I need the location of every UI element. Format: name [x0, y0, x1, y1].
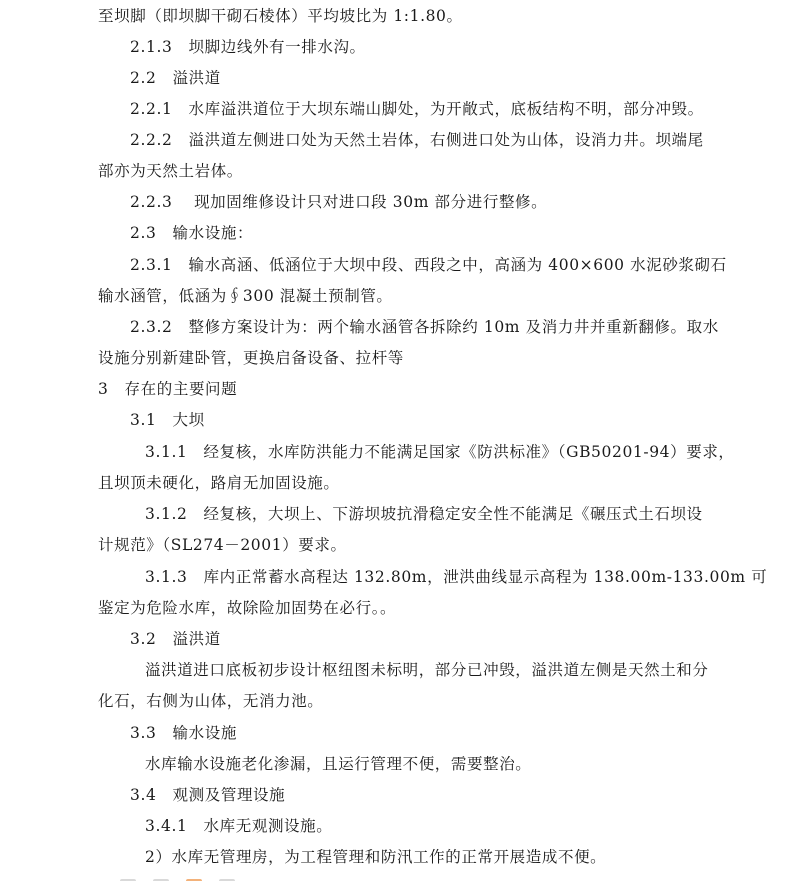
heading-3-4-monitoring: 3.4 观测及管理设施	[130, 786, 286, 804]
text-line-management-house: 2）水库无管理房，为工程管理和防汛工作的正常开展造成不便。	[145, 848, 607, 866]
text-line-2-3-2-cont: 设施分别新建卧管，更换启备设备、拉杆等	[98, 349, 404, 367]
text-line-3-2-body: 溢洪道进口底板初步设计枢纽图未标明，部分已冲毁，溢洪道左侧是天然土和分	[145, 661, 709, 679]
text-line-3-4-1: 3.4.1 水库无观测设施。	[145, 817, 333, 835]
cropped-next-line-fragment	[120, 868, 280, 881]
heading-3-3-outlet: 3.3 输水设施	[130, 724, 237, 742]
text-line-3-1-2-cont: 计规范》（SL274－2001）要求。	[98, 536, 347, 554]
text-line-2-2-1: 2.2.1 水库溢洪道位于大坝东端山脚处，为开敞式，底板结构不明，部分冲毁。	[130, 100, 704, 118]
text-line-2-3-1: 2.3.1 输水高涵、低涵位于大坝中段、西段之中，高涵为 400×600 水泥砂浆砌石	[130, 256, 727, 274]
text-line-2-3-1-cont: 输水涵管，低涵为∮300 混凝土预制管。	[98, 287, 393, 305]
heading-3-2-spillway: 3.2 溢洪道	[130, 630, 221, 648]
text-line-2-2-2: 2.2.2 溢洪道左侧进口处为天然土岩体，右侧进口处为山体，设消力井。坝端尾	[130, 131, 704, 149]
heading-3-problems: 3 存在的主要问题	[98, 380, 238, 398]
text-line-3-1-1: 3.1.1 经复核，水库防洪能力不能满足国家《防洪标准》（GB50201-94）要求，	[145, 443, 735, 461]
text-line-3-1-2: 3.1.2 经复核，大坝上、下游坝坡抗滑稳定安全性不能满足《碾压式土石坝设	[145, 505, 703, 523]
text-line-3-1-3-cont: 鉴定为危险水库，故除险加固势在必行。。	[98, 599, 397, 617]
heading-2-3-outlet: 2.3 输水设施：	[130, 224, 254, 242]
text-line-3-3-body: 水库输水设施老化渗漏，且运行管理不便，需要整治。	[145, 755, 532, 773]
text-line-3-1-1-cont: 且坝顶未硬化，路肩无加固设施。	[98, 474, 340, 492]
text-line-2-2-2-cont: 部亦为天然土岩体。	[98, 162, 243, 180]
text-line-2-3-2: 2.3.2 整修方案设计为：两个输水涵管各拆除约 10m 及消力井并重新翻修。取水	[130, 318, 719, 336]
text-line-slope-ratio: 至坝脚（即坝脚干砌石棱体）平均坡比为 1:1.80。	[98, 7, 463, 25]
text-line-3-1-3: 3.1.3 库内正常蓄水高程达 132.80m，泄洪曲线显示高程为 138.00m-133.00m 可	[145, 568, 768, 586]
text-line-2-2-3: 2.2.3 现加固维修设计只对进口段 30m 部分进行整修。	[130, 193, 548, 211]
text-line-2-1-3: 2.1.3 坝脚边线外有一排水沟。	[130, 38, 366, 56]
heading-3-1-dam: 3.1 大坝	[130, 411, 205, 429]
heading-2-2-spillway: 2.2 溢洪道	[130, 69, 221, 87]
text-line-3-2-body-cont: 化石，右侧为山体，无消力池。	[98, 692, 324, 710]
